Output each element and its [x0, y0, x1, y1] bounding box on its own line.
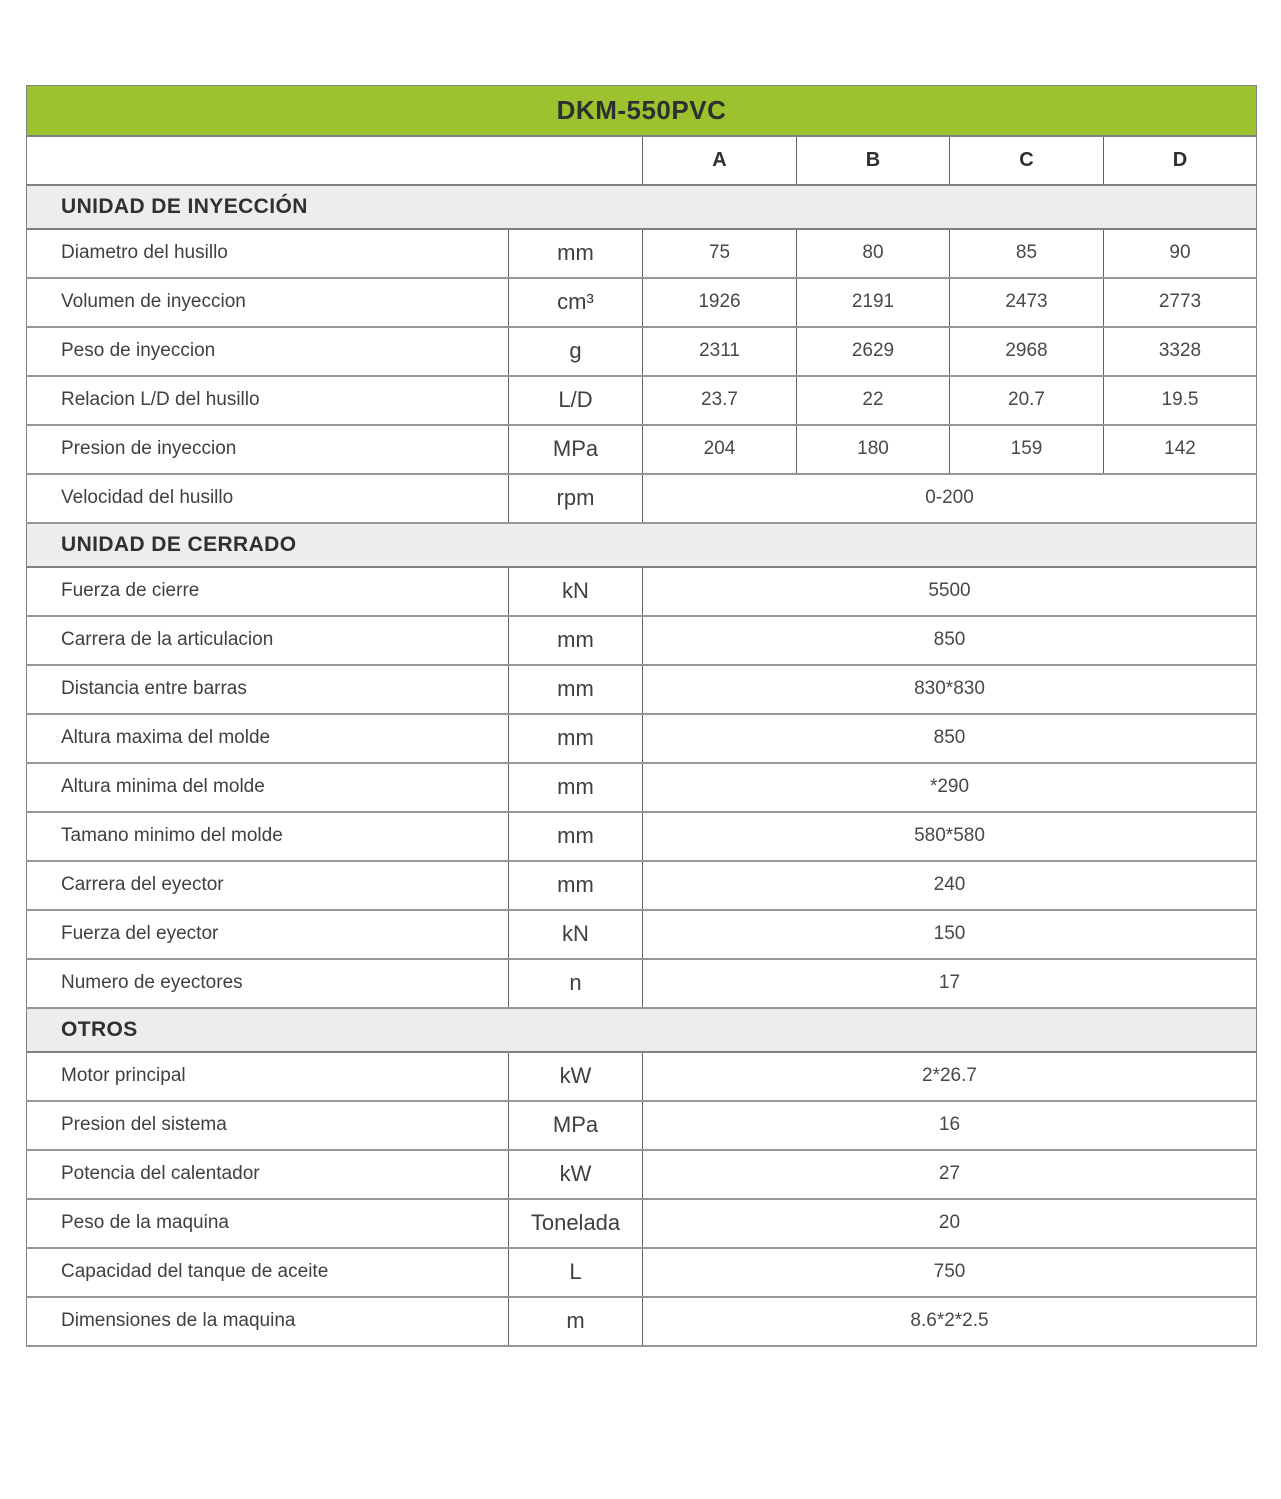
param-unit: mm: [509, 229, 643, 278]
param-unit: mm: [509, 861, 643, 910]
value-a: 2311: [643, 327, 797, 376]
value-b: 80: [797, 229, 950, 278]
param-name: Velocidad del husillo: [27, 474, 509, 523]
table-row: [27, 1150, 1257, 1199]
column-header-b: B: [797, 136, 950, 185]
table-row: [27, 1248, 1257, 1297]
table-row: [27, 1297, 1257, 1346]
param-unit: mm: [509, 763, 643, 812]
model-title: DKM-550PVC: [27, 86, 1257, 136]
table-row: [27, 425, 1257, 474]
param-unit: mm: [509, 616, 643, 665]
value-b: 2629: [797, 327, 950, 376]
column-header-d: D: [1104, 136, 1257, 185]
value-a: 23.7: [643, 376, 797, 425]
section-row: [27, 185, 1257, 229]
table-row: [27, 861, 1257, 910]
table-row: [27, 616, 1257, 665]
table-row: [27, 376, 1257, 425]
section-row: [27, 523, 1257, 567]
value-d: 19.5: [1104, 376, 1257, 425]
value-d: 142: [1104, 425, 1257, 474]
value-span: 150: [643, 910, 1257, 959]
table-row: [27, 959, 1257, 1008]
value-span: 0-200: [643, 474, 1257, 523]
param-unit: MPa: [509, 425, 643, 474]
spec-sheet: [26, 85, 1257, 1347]
param-unit: n: [509, 959, 643, 1008]
table-row: [27, 229, 1257, 278]
param-unit: Tonelada: [509, 1199, 643, 1248]
param-name: Presion del sistema: [27, 1101, 509, 1150]
value-d: 2773: [1104, 278, 1257, 327]
value-span: 20: [643, 1199, 1257, 1248]
value-c: 20.7: [950, 376, 1104, 425]
param-unit: L: [509, 1248, 643, 1297]
value-c: 159: [950, 425, 1104, 474]
param-name: Presion de inyeccion: [27, 425, 509, 474]
param-name: Peso de inyeccion: [27, 327, 509, 376]
value-b: 180: [797, 425, 950, 474]
section-header-cerrado: UNIDAD DE CERRADO: [27, 523, 1257, 567]
param-unit: kN: [509, 567, 643, 616]
param-name: Relacion L/D del husillo: [27, 376, 509, 425]
param-name: Capacidad del tanque de aceite: [27, 1248, 509, 1297]
value-span: 2*26.7: [643, 1052, 1257, 1101]
value-d: 3328: [1104, 327, 1257, 376]
section-header-otros: OTROS: [27, 1008, 1257, 1052]
param-unit: mm: [509, 812, 643, 861]
table-row: [27, 665, 1257, 714]
table-row: [27, 567, 1257, 616]
value-b: 22: [797, 376, 950, 425]
table-row: [27, 714, 1257, 763]
table-row: [27, 1199, 1257, 1248]
param-unit: kW: [509, 1150, 643, 1199]
param-unit: g: [509, 327, 643, 376]
param-unit: mm: [509, 714, 643, 763]
param-name: Motor principal: [27, 1052, 509, 1101]
value-span: 750: [643, 1248, 1257, 1297]
param-name: Altura minima del molde: [27, 763, 509, 812]
param-unit: kW: [509, 1052, 643, 1101]
param-unit: L/D: [509, 376, 643, 425]
spec-table: [26, 85, 1257, 1347]
value-span: 850: [643, 714, 1257, 763]
param-unit: mm: [509, 665, 643, 714]
param-unit: rpm: [509, 474, 643, 523]
value-a: 1926: [643, 278, 797, 327]
value-c: 2473: [950, 278, 1104, 327]
param-name: Diametro del husillo: [27, 229, 509, 278]
value-span: 16: [643, 1101, 1257, 1150]
value-span: *290: [643, 763, 1257, 812]
value-a: 75: [643, 229, 797, 278]
param-name: Distancia entre barras: [27, 665, 509, 714]
param-name: Peso de la maquina: [27, 1199, 509, 1248]
table-row: [27, 1101, 1257, 1150]
value-span: 830*830: [643, 665, 1257, 714]
param-name: Volumen de inyeccion: [27, 278, 509, 327]
section-row: [27, 1008, 1257, 1052]
table-row: [27, 474, 1257, 523]
table-row: [27, 812, 1257, 861]
param-name: Potencia del calentador: [27, 1150, 509, 1199]
value-span: 240: [643, 861, 1257, 910]
value-d: 90: [1104, 229, 1257, 278]
param-name: Carrera de la articulacion: [27, 616, 509, 665]
value-span: 580*580: [643, 812, 1257, 861]
value-c: 2968: [950, 327, 1104, 376]
value-span: 850: [643, 616, 1257, 665]
param-name: Numero de eyectores: [27, 959, 509, 1008]
param-unit: m: [509, 1297, 643, 1346]
param-unit: cm³: [509, 278, 643, 327]
value-c: 85: [950, 229, 1104, 278]
column-header-c: C: [950, 136, 1104, 185]
param-name: Fuerza de cierre: [27, 567, 509, 616]
param-name: Fuerza del eyector: [27, 910, 509, 959]
param-name: Carrera del eyector: [27, 861, 509, 910]
section-header-inyeccion: UNIDAD DE INYECCIÓN: [27, 185, 1257, 229]
param-name: Altura maxima del molde: [27, 714, 509, 763]
column-header-spacer: [27, 136, 643, 185]
value-span: 27: [643, 1150, 1257, 1199]
table-row: [27, 763, 1257, 812]
table-row: [27, 327, 1257, 376]
table-row: [27, 910, 1257, 959]
column-header-a: A: [643, 136, 797, 185]
param-unit: kN: [509, 910, 643, 959]
value-span: 5500: [643, 567, 1257, 616]
value-a: 204: [643, 425, 797, 474]
value-b: 2191: [797, 278, 950, 327]
value-span: 8.6*2*2.5: [643, 1297, 1257, 1346]
title-row: [27, 86, 1257, 136]
column-header-row: [27, 136, 1257, 185]
param-name: Dimensiones de la maquina: [27, 1297, 509, 1346]
param-unit: MPa: [509, 1101, 643, 1150]
table-row: [27, 1052, 1257, 1101]
table-row: [27, 278, 1257, 327]
value-span: 17: [643, 959, 1257, 1008]
param-name: Tamano minimo del molde: [27, 812, 509, 861]
